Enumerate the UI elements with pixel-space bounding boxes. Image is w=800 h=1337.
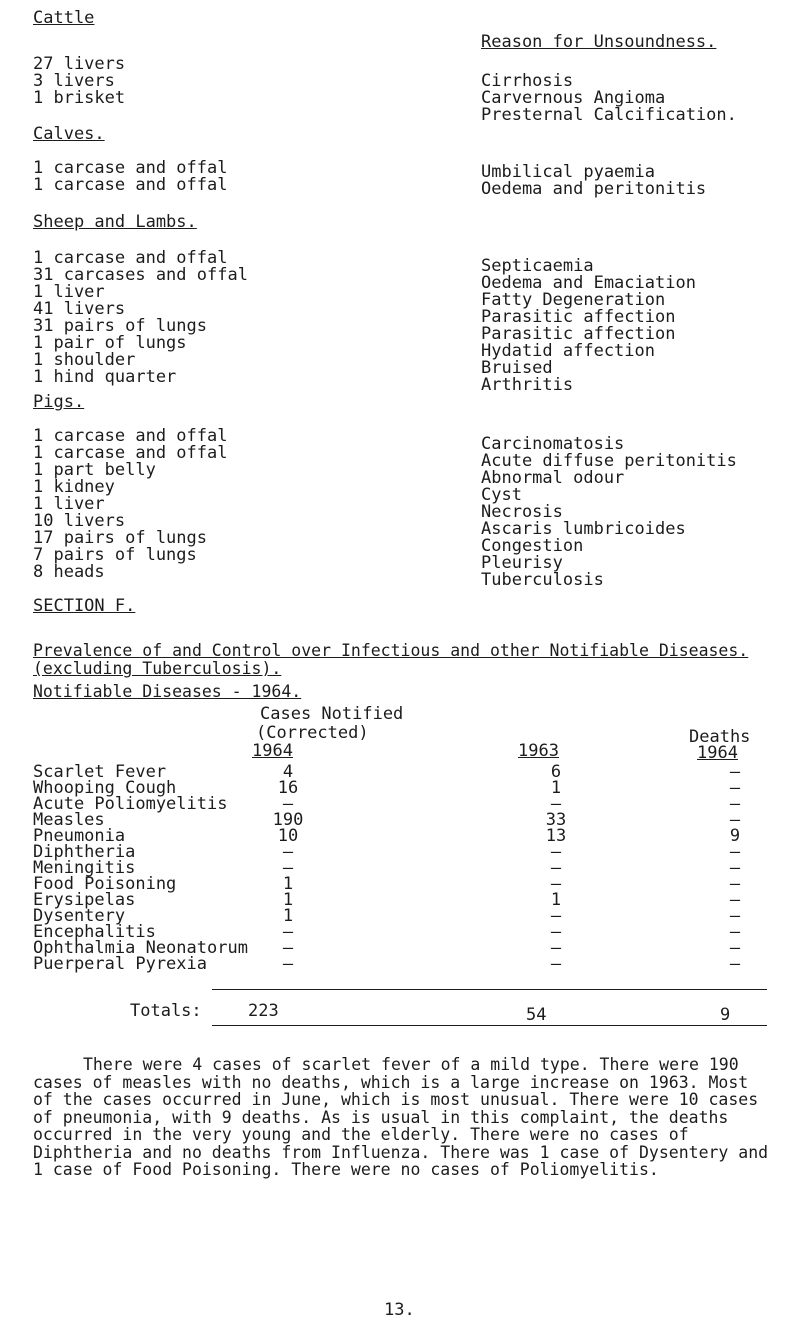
table-row	[33, 938, 773, 958]
totals-rule-top	[212, 989, 767, 990]
deaths-1964: –	[729, 954, 741, 974]
summary-paragraph: There were 4 cases of scarlet fever of a mild type. There were 190 cases of measles with no deaths, which is a large increase on 1963. Most of the cases occurred in June, which is most unusual. There were 10 cases of pneumonia, with 9 deaths. As is usual in this complaint, the deaths occurred in the very young and the elderly. There were no cases of Diphtheria and no deaths from Influenza. There was 1 case of Dysentery and 1 case of Food Poisoning. There were no cases of Poliomyelitis.	[33, 1055, 769, 1179]
disease-name: Food Poisoning	[33, 874, 177, 894]
list-item: 1 carcase and offal	[33, 248, 228, 268]
list-item: Carcinomatosis	[481, 434, 625, 454]
disease-name: Encephalitis	[33, 922, 156, 942]
deaths-1964: –	[729, 810, 741, 830]
list-item: Acute diffuse peritonitis	[481, 451, 737, 471]
list-item: 1 brisket	[33, 88, 126, 108]
list-item: Hydatid affection	[481, 341, 655, 361]
cases-1964: 1	[282, 874, 294, 894]
deaths-1964: –	[729, 874, 741, 894]
table-row	[33, 810, 773, 830]
list-item: Tuberculosis	[481, 570, 604, 590]
disease-name: Acute Poliomyelitis	[33, 794, 228, 814]
list-item: Septicaemia	[481, 256, 594, 276]
list-item: 1 hind quarter	[33, 367, 177, 387]
list-item: 7 pairs of lungs	[33, 545, 197, 565]
list-item: Pleurisy	[481, 553, 563, 573]
disease-name: Diphtheria	[33, 842, 136, 862]
cases-1963: 6	[550, 762, 562, 782]
list-item: Ascaris lumbricoides	[481, 519, 686, 539]
list-item: Parasitic affection	[481, 324, 676, 344]
total-1964: 223	[248, 1001, 279, 1021]
cases-1964: 10	[277, 826, 299, 846]
cases-1964: –	[282, 938, 294, 958]
cases-notified-label: Cases Notified	[260, 704, 404, 724]
cattle-heading: Cattle	[33, 8, 95, 28]
corrected-label: (Corrected)	[256, 723, 369, 743]
deaths-1964: –	[729, 762, 741, 782]
deaths-header: Deaths	[689, 727, 751, 747]
total-1963: 54	[526, 1005, 547, 1025]
cases-1963: –	[550, 858, 562, 878]
calves-reasons	[481, 164, 706, 198]
disease-name: Ophthalmia Neonatorum	[33, 938, 248, 958]
cases-1963: 1	[550, 778, 562, 798]
cases-1963: –	[550, 938, 562, 958]
cases-1963: –	[550, 954, 562, 974]
disease-name: Erysipelas	[33, 890, 136, 910]
reasons-heading: Reason for Unsoundness.	[481, 32, 717, 52]
deaths-1964: –	[729, 794, 741, 814]
deaths-1964: 9	[729, 826, 741, 846]
list-item: 10 livers	[33, 511, 126, 531]
disease-name: Scarlet Fever	[33, 762, 167, 782]
deaths-1964: –	[729, 842, 741, 862]
table-row	[33, 906, 773, 926]
cases-1964: –	[282, 794, 294, 814]
list-item: 1 carcase and offal	[33, 426, 228, 446]
list-item: 1 carcase and offal	[33, 158, 228, 178]
list-item: 8 heads	[33, 562, 105, 582]
page-number: 13.	[384, 1300, 415, 1320]
cases-1963: –	[550, 842, 562, 862]
list-item: Abnormal odour	[481, 468, 625, 488]
disease-name: Measles	[33, 810, 105, 830]
list-item: 1 carcase and offal	[33, 443, 228, 463]
table-row	[33, 858, 773, 878]
section-heading: SECTION F.	[33, 596, 136, 616]
list-item: 3 livers	[33, 71, 115, 91]
list-item: Parasitic affection	[481, 307, 676, 327]
disease-name: Dysentery	[33, 906, 126, 926]
list-item: Necrosis	[481, 502, 563, 522]
cases-1963: –	[550, 874, 562, 894]
totals-rule-bottom	[212, 1025, 767, 1026]
calves-heading: Calves.	[33, 124, 105, 144]
cases-1964: –	[282, 842, 294, 862]
deaths-1964: –	[729, 906, 741, 926]
cases-1963: –	[550, 906, 562, 926]
disease-name: Whooping Cough	[33, 778, 177, 798]
total-deaths: 9	[720, 1005, 731, 1025]
cases-1963: 33	[545, 810, 567, 830]
list-item: Congestion	[481, 536, 584, 556]
list-item: Cirrhosis	[481, 71, 574, 91]
list-item: 31 pairs of lungs	[33, 316, 207, 336]
list-item: Presternal Calcification.	[481, 105, 737, 125]
deaths-1964: –	[729, 858, 741, 878]
list-item: 17 pairs of lungs	[33, 528, 207, 548]
list-item: Carvernous Angioma	[481, 88, 666, 108]
prevalence-title-line2: (excluding Tuberculosis).	[33, 659, 282, 678]
cases-1964: 1	[282, 906, 294, 926]
list-item: 1 liver	[33, 494, 105, 514]
list-item: Arthritis	[481, 375, 574, 395]
cases-1964: 190	[272, 810, 304, 830]
cases-1963: –	[550, 922, 562, 942]
table-row	[33, 874, 773, 894]
cases-1964: –	[282, 858, 294, 878]
prevalence-title: Prevalence of and Control over Infectious and other Notifiable Diseases.	[33, 641, 749, 660]
pigs-reasons	[481, 436, 737, 589]
list-item: 31 carcases and offal	[33, 265, 248, 285]
deaths-1964: –	[729, 890, 741, 910]
sheep-reasons	[481, 258, 696, 394]
disease-name: Puerperal Pyrexia	[33, 954, 207, 974]
deaths-1964: –	[729, 778, 741, 798]
table-row	[33, 954, 773, 974]
deaths-year-header: 1964	[697, 743, 738, 763]
list-item: Cyst	[481, 485, 522, 505]
list-item: 27 livers	[33, 54, 126, 74]
list-item: Oedema and peritonitis	[481, 179, 707, 199]
pigs-heading: Pigs.	[33, 392, 85, 412]
list-item: 1 part belly	[33, 460, 156, 480]
totals-label: Totals:	[130, 1001, 202, 1021]
cases-1963: –	[550, 794, 562, 814]
year-1963-header: 1963	[518, 741, 559, 761]
table-row	[33, 762, 773, 782]
table-row	[33, 922, 773, 942]
calves-items	[33, 160, 227, 194]
list-item: Oedema and Emaciation	[481, 273, 696, 293]
disease-name: Meningitis	[33, 858, 136, 878]
sheep-items	[33, 250, 248, 386]
list-item: Bruised	[481, 358, 553, 378]
cattle-reasons	[481, 73, 737, 124]
pigs-items	[33, 428, 227, 581]
deaths-1964: –	[729, 922, 741, 942]
year-1964-header: 1964	[252, 741, 293, 761]
cases-1964: 4	[282, 762, 294, 782]
list-item: 1 kidney	[33, 477, 115, 497]
table-row	[33, 890, 773, 910]
notifiable-diseases-subtitle: Notifiable Diseases - 1964.	[33, 682, 302, 701]
cases-1963: 13	[545, 826, 567, 846]
list-item: 1 pair of lungs	[33, 333, 187, 353]
list-item: Fatty Degeneration	[481, 290, 666, 310]
list-item: 1 liver	[33, 282, 105, 302]
list-item: 1 shoulder	[33, 350, 136, 370]
table-row	[33, 842, 773, 862]
list-item: Umbilical pyaemia	[481, 162, 655, 182]
cases-1964: 1	[282, 890, 294, 910]
list-item: 41 livers	[33, 299, 126, 319]
cases-1964: –	[282, 922, 294, 942]
disease-name: Pneumonia	[33, 826, 126, 846]
cases-1964: –	[282, 954, 294, 974]
cattle-items	[33, 56, 125, 107]
cases-1964: 16	[277, 778, 299, 798]
table-row	[33, 826, 773, 846]
deaths-1964: –	[729, 938, 741, 958]
table-row	[33, 794, 773, 814]
table-row	[33, 778, 773, 798]
cases-1963: 1	[550, 890, 562, 910]
list-item: 1 carcase and offal	[33, 175, 228, 195]
sheep-heading: Sheep and Lambs.	[33, 212, 197, 232]
